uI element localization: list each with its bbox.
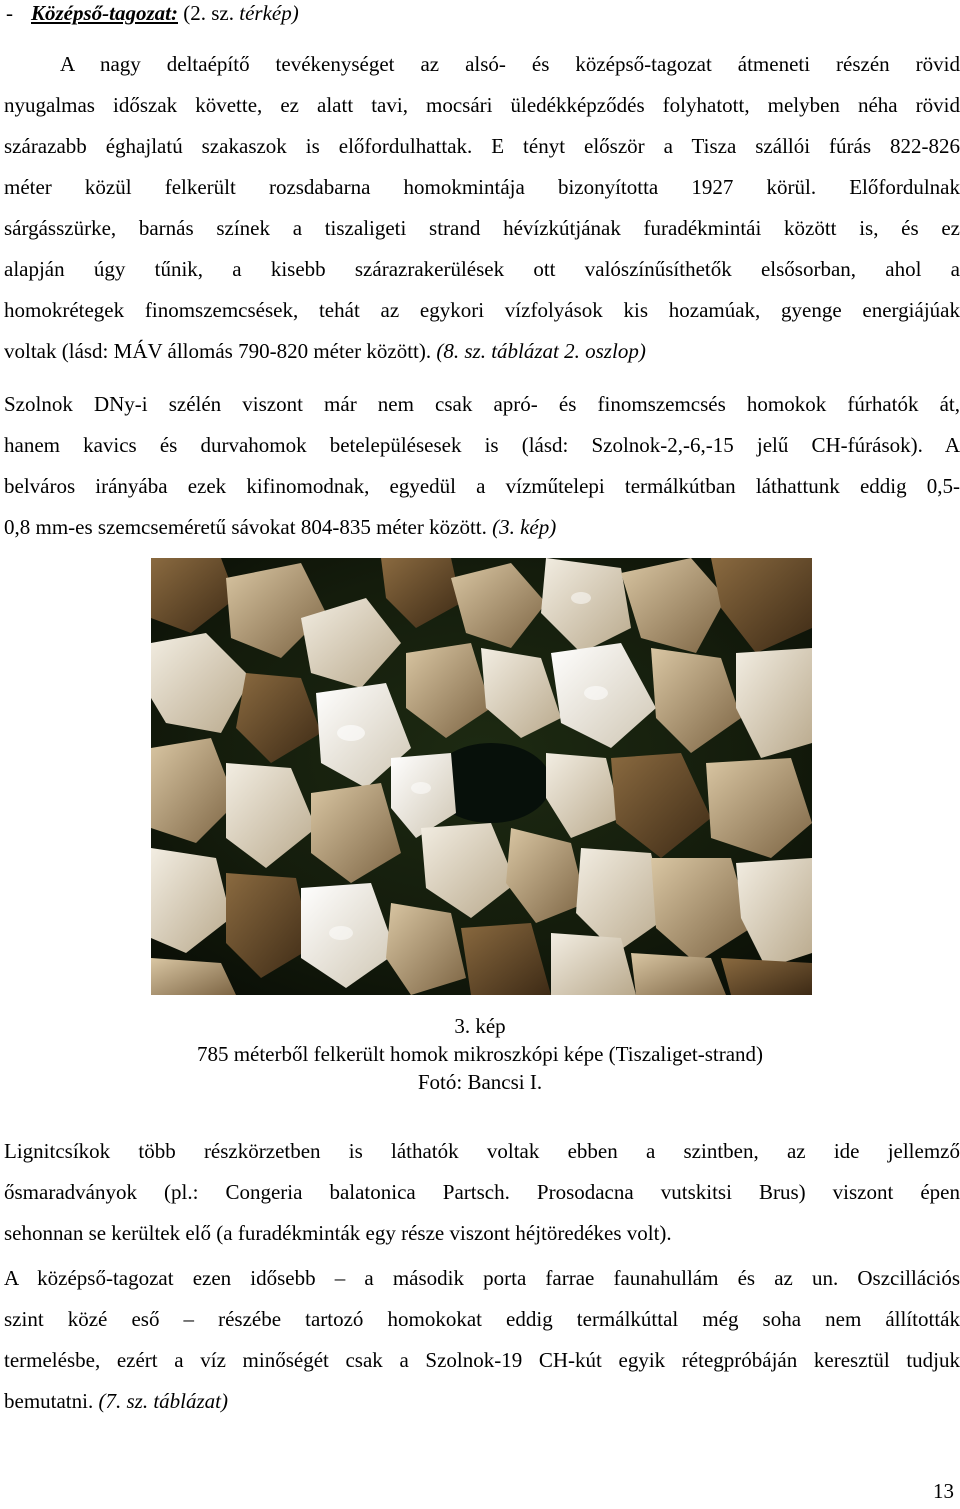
table-reference: (7. sz. táblázat) <box>98 1389 228 1413</box>
paragraph-line: Szolnok DNy-i szélén viszont már nem csak apró- és finomszemcsés homokok fúrhatók át, <box>4 392 960 416</box>
heading-title: Középső-tagozat: <box>31 1 178 25</box>
heading-dash: - <box>6 1 13 25</box>
paragraph-line: A nagy deltaépítő tevékenységet az alsó- és középső-tagozat átmeneti részén rövid <box>60 52 960 76</box>
paragraph-line: hanem kavics és durvahomok betelepülésesek is (lásd: Szolnok-2,-6,-15 jelű CH-fúrások). A <box>4 433 960 457</box>
paragraph-line: nyugalmas időszak követte, ez alatt tavi, mocsári üledékképződés folyhatott, melyben néha rövid <box>4 93 960 117</box>
paragraph-line: A középső-tagozat ezen idősebb – a második porta farrae faunahullám és az un. Oszcillációs <box>4 1266 960 1290</box>
paragraph-line-last <box>4 331 960 372</box>
paragraph-line: termelésbe, ezért a víz minőségét csak a Szolnok-19 CH-kút egyik rétegpróbáján keresztül tudjuk <box>4 1348 960 1372</box>
paragraph-line: belváros irányába ezek kifinomodnak, egyedül a vízműtelepi termálkútban láthattunk eddig 0,5- <box>4 474 960 498</box>
figure-caption: 785 méterből felkerült homok mikroszkópi képe (Tiszaliget-strand) <box>196 1042 764 1066</box>
heading-ref-italic: térkép) <box>239 1 299 25</box>
paragraph-2 <box>4 384 960 548</box>
paragraph-4 <box>4 1258 960 1422</box>
paragraph-line: szint közé eső – részébe tartozó homokokat eddig termálkúttal még soha nem állították <box>4 1307 960 1331</box>
paragraph-line: sárgásszürke, barnás színek a tiszaligeti strand hévízkútjának furadékmintái között is, és ez <box>4 216 960 240</box>
section-heading <box>6 0 299 26</box>
paragraph-text: 0,8 mm-es szemcseméretű sávokat 804-835 méter között. <box>4 515 487 539</box>
paragraph-line-last: sehonnan se kerültek elő (a furadékminták egy része viszont héjtöredékes volt). <box>4 1221 672 1245</box>
paragraph-line: ősmaradványok (pl.: Congeria balatonica Partsch. Prosodacna vutskitsi Brus) viszont épen <box>4 1180 960 1204</box>
paragraph-line-last <box>4 1381 960 1422</box>
paragraph-text: bemutatni. <box>4 1389 94 1413</box>
heading-ref-prefix: (2. sz. <box>183 1 234 25</box>
figure-number: 3. kép <box>454 1014 506 1038</box>
paragraph-1 <box>4 44 960 372</box>
figure-reference: (3. kép) <box>492 515 557 539</box>
paragraph-line: alapján úgy tűnik, a kisebb szárazrakerülések ott valószínűsíthetők elsősorban, ahol a <box>4 257 960 281</box>
table-reference: (8. sz. táblázat 2. oszlop) <box>436 339 646 363</box>
figure-credit: Fotó: Bancsi I. <box>417 1070 543 1094</box>
paragraph-line: homokrétegek finomszemcsések, tehát az egykori vízfolyások kis hozamúak, gyenge energiájúak <box>4 298 960 322</box>
sand-grains-illustration <box>151 558 812 995</box>
paragraph-line: szárazabb éghajlatú szakaszok is előfordulhattak. E tényt először a Tisza szállói fúrás 822-826 <box>4 134 960 158</box>
paragraph-text: voltak (lásd: MÁV állomás 790-820 méter között). <box>4 339 432 363</box>
paragraph-line: Lignitcsíkok több részkörzetben is láthatók voltak ebben a szintben, az ide jellemző <box>4 1139 960 1163</box>
sand-microscope-photo <box>151 558 812 995</box>
page-number: 13 <box>933 1479 954 1503</box>
paragraph-3 <box>4 1131 960 1254</box>
paragraph-line-last <box>4 507 960 548</box>
paragraph-line: méter közül felkerült rozsdabarna homokmintája bizonyította 1927 körül. Előfordulnak <box>4 175 960 199</box>
